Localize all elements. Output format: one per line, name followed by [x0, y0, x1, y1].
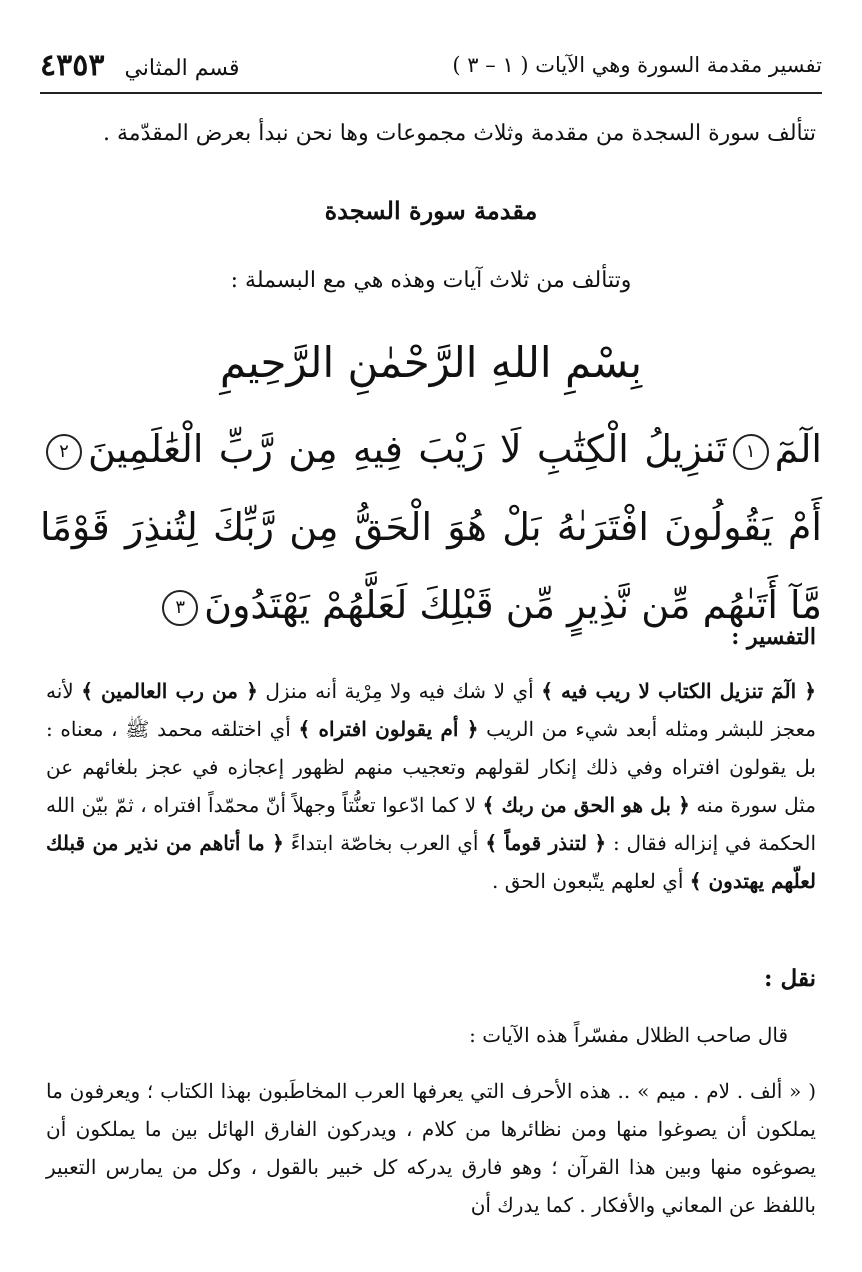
quote-3: ﴿ أم يقولون افتراه ﴾ — [298, 717, 479, 741]
verse-number-1: ١ — [733, 434, 769, 470]
intro-paragraph: تتألف سورة السجدة من مقدمة وثلاث مجموعات وها نحن نبدأ بعرض المقدّمة . — [103, 121, 816, 146]
tafsir-text-1: أي لا شك فيه ولا مِرْية أنه منزل — [257, 679, 542, 703]
section-subheading: وتتألف من ثلاث آيات وهذه هي مع البسملة : — [230, 268, 632, 293]
tafsir-text-2: لأنه معجز للبشر ومثله أبعد شيء من الريب — [46, 679, 816, 741]
verse-number-2: ٢ — [46, 434, 82, 470]
naql-intro: قال صاحب الظلال مفسّراً هذه الآيات : — [469, 1023, 788, 1047]
verse-1: الٓمٓ — [774, 427, 822, 471]
tafsir-heading: التفسير : — [731, 624, 816, 650]
quote-5: ﴿ لتنذر قوماً ﴾ — [485, 831, 607, 855]
page-number: ٤٣٥٣ — [40, 47, 105, 83]
tafsir-text-3: أي اختلقه محمد ﷺ ، معناه : بل يقولون افتراه وفي ذلك إنكار لقولهم وتعجيب منهم لظهور إعجازه في عجز بلغائهم عن مثل سورة منه — [46, 717, 816, 817]
tafsir-text-4: لا كما ادّعوا تعنُّتاً وجهلاً أنّ محمّداً افتراه ، ثمّ بيّن الله الحكمة في إنزاله فقال : — [46, 793, 816, 855]
header-rule — [40, 92, 822, 94]
naql-paragraph: ( « ألف . لام . ميم » .. هذه الأحرف التي يعرفها العرب المخاطَبون بهذا الكتاب ؛ ويعرفون ما يملكون أن يصوغوا منها ومن نظائرها من كلام ، ويدركون الفارق الهائل بين ما يملكون أن يصوغوه منها وبين هذا القرآن ؛ وهو فارق يدركه كل خبير بالقول ، وكل من يمارس التعبير باللفظ عن المعاني والأفكار . كما يدرك أن — [46, 1079, 816, 1217]
tafsir-text-6: أي لعلهم يتّبعون الحق . — [492, 869, 690, 893]
header-title: تفسير مقدمة السورة وهي الآيات ( ١ – ٣ ) — [452, 53, 822, 77]
section-heading: مقدمة سورة السجدة — [324, 196, 538, 225]
naql-heading: نقل : — [764, 965, 816, 992]
quote-6: ﴿ ما أتاهم من نذير من قبلك لعلّهم يهتدون ﴾ — [46, 831, 816, 893]
tafsir-text-5: أي العرب بخاصّة ابتداءً — [283, 831, 486, 855]
running-header — [40, 42, 822, 88]
quote-4: ﴿ بل هو الحق من ربك ﴾ — [482, 793, 690, 817]
verse-2: تَنزِيلُ الْكِتَٰبِ لَا رَيْبَ فِيهِ مِن رَّبِّ الْعَٰلَمِينَ — [88, 427, 727, 471]
verse-number-3: ٣ — [162, 590, 198, 626]
verse-3: أَمْ يَقُولُونَ افْتَرَىٰهُ بَلْ هُوَ الْحَقُّ مِن رَّبِّكَ لِتُنذِرَ قَوْمًا مَّآ أَتَىٰهُم مِّن نَّذِيرٍ مِّن قَبْلِكَ لَعَلَّهُمْ يَهْتَدُونَ — [40, 505, 822, 627]
tafsir-paragraph — [46, 672, 816, 900]
quote-2: ﴿ من رب العالمين ﴾ — [81, 679, 258, 703]
header-left — [40, 48, 240, 83]
quran-verses — [40, 410, 822, 644]
basmala: بِسْمِ اللهِ الرَّحْمٰنِ الرَّحِيمِ — [219, 338, 643, 387]
quote-1: ﴿ الٓمٓ تنزيل الكتاب لا ريب فيه ﴾ — [541, 679, 816, 703]
header-section: قسم المثاني — [124, 55, 240, 81]
